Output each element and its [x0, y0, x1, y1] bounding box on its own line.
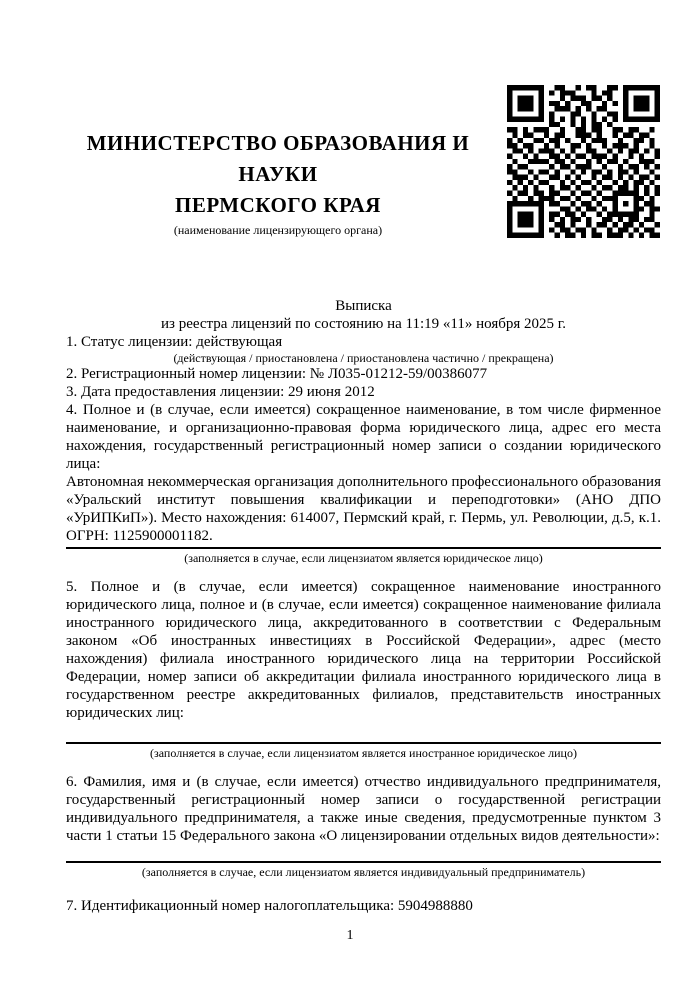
legal-entity-hint: (заполняется в случае, если лицензиатом является юридическое лицо): [184, 551, 543, 565]
page-number: 1: [346, 928, 354, 943]
license-status-hint: (действующая / приостановлена / приостановлена частично / прекращена): [173, 351, 554, 365]
legal-entity-underline: [66, 547, 661, 549]
entrepreneur-underline: [66, 861, 661, 863]
document-body: [66, 297, 661, 915]
field-legal-entity-value: Автономная некоммерческая организация дополнительного профессионального образования «Уральский институт повышения квалификации и переподготовки» (АНО ДПО «УрИПКиП»). Место нахождения: 614007, Пермский край, г. Пермь, ул. Революции, д.5, к.1. ОГРН: 1125900001182.: [66, 474, 661, 544]
foreign-entity-underline: [66, 742, 661, 744]
document-title: Выписка: [335, 298, 392, 314]
ministry-name-line2: ПЕРМСКОГО КРАЯ: [175, 193, 381, 217]
field-license-status: 1. Статус лицензии: действующая: [66, 334, 283, 350]
field-registration-number: 2. Регистрационный номер лицензии: № Л035-01212-59/00386077: [66, 366, 488, 382]
entrepreneur-hint: (заполняется в случае, если лицензиатом является индивидуальный предприниматель): [141, 865, 586, 879]
qr-code-image: [507, 85, 660, 238]
document-subtitle: из реестра лицензий по состоянию на 11:19 «11» ноября 2025 г.: [161, 316, 566, 332]
field-entrepreneur-label: 6. Фамилия, имя и (в случае, если имеется) отчество индивидуального предпринимателя, государственный регистрационный номер записи о государственной регистрации индивидуального предпринимателя, а также иные сведения, предусмотренные пунктом 3 части 1 статьи 15 Федерального закона «О лицензировании отдельных видов деятельности»:: [66, 774, 661, 844]
field-foreign-entity-label: 5. Полное и (в случае, если имеется) сокращенное наименование иностранного юридического лица, полное и (в случае, если имеется) сокращенное наименование филиала иностранного юридического лица, аккредитованного в соответствии с Федеральным законом «Об иностранных инвестициях в Российской Федерации», адрес (место нахождения) филиала иностранного юридического лица на территории Российской Федерации, номер записи об аккредитации филиала иностранного юридического лица в государственном реестре аккредитованных филиалов, представительств иностранных юридических лиц:: [66, 579, 661, 721]
ministry-name-line1: МИНИСТЕРСТВО ОБРАЗОВАНИЯ И НАУКИ: [86, 131, 470, 186]
qr-code: [507, 85, 660, 238]
field-grant-date: 3. Дата предоставления лицензии: 29 июня 2012: [66, 384, 375, 400]
licensing-authority-header: [60, 128, 496, 238]
field-legal-entity-label: 4. Полное и (в случае, если имеется) сокращенное наименование, в том числе фирменное наименование, и организационно-правовая форма юридического лица, адрес его места нахождения, государственный регистрационный номер записи о создании юридического лица:: [66, 402, 661, 472]
authority-caption: (наименование лицензирующего органа): [173, 223, 383, 237]
field-taxpayer-number: 7. Идентификационный номер налогоплательщика: 5904988880: [66, 898, 473, 914]
foreign-entity-hint: (заполняется в случае, если лицензиатом является иностранное юридическое лицо): [150, 746, 577, 760]
